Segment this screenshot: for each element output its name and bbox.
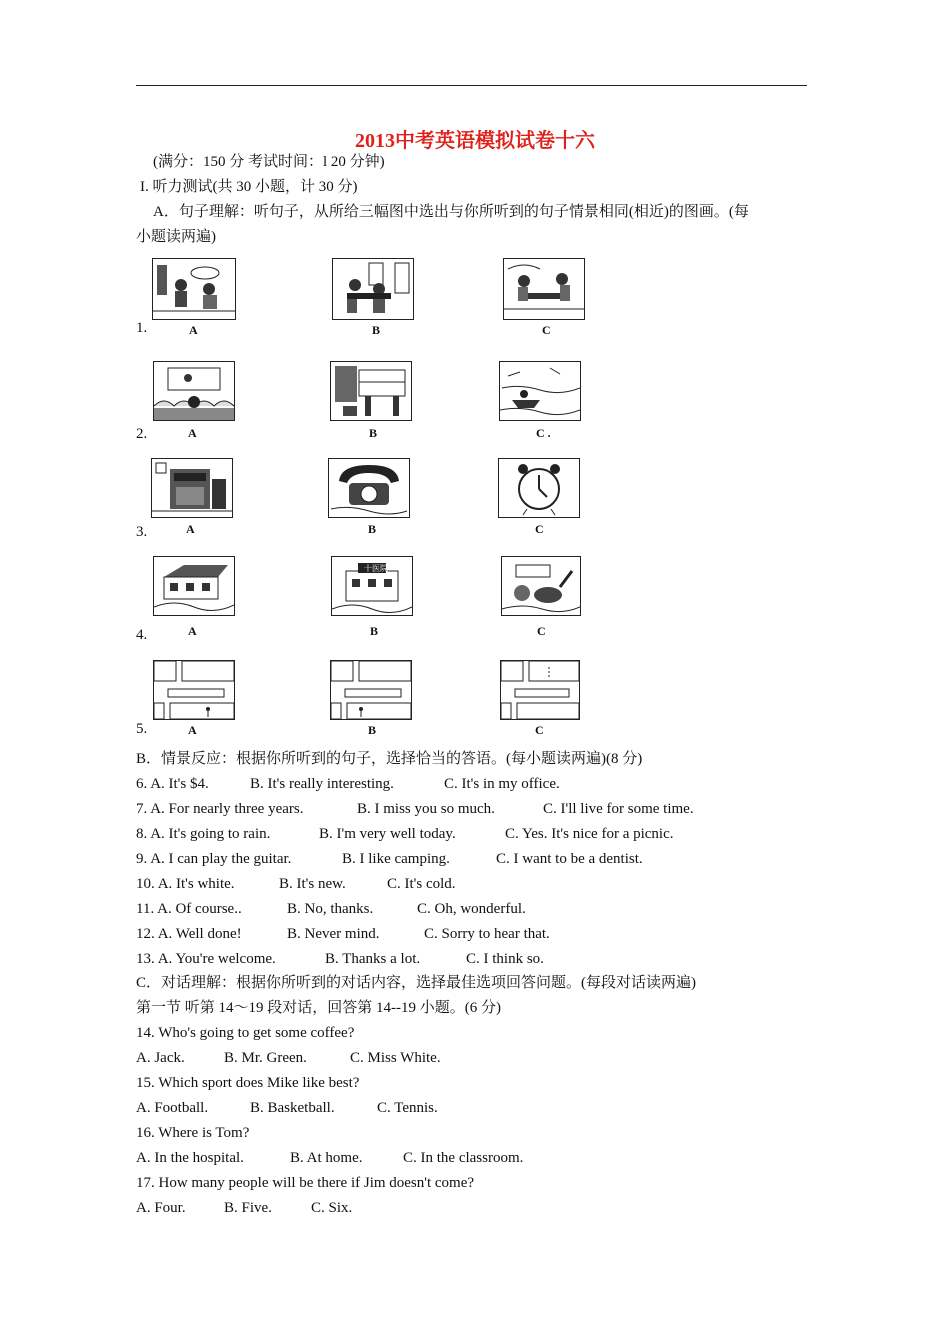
question-9-option-b: B. I like camping. xyxy=(342,851,450,867)
option-label: B xyxy=(369,426,378,440)
option-label: A xyxy=(188,426,197,440)
question-10-option-a: 10. A. It's white. xyxy=(136,876,235,892)
question-8-option-b: B. I'm very well today. xyxy=(319,826,456,842)
question-15-option-a: A. Football. xyxy=(136,1100,209,1116)
question-17: 17. How many people will be there if Jim doesn't come? xyxy=(136,1175,475,1191)
option-label: C . xyxy=(536,426,551,440)
question-16-option-a: A. In the hospital. xyxy=(136,1150,244,1166)
option-label: C xyxy=(535,522,544,536)
question-number: 3. xyxy=(136,524,148,540)
question-6-option-a: 6. A. It's $4. xyxy=(136,776,209,792)
people-at-desk-picture xyxy=(332,258,414,320)
boat-on-river-picture xyxy=(499,361,581,421)
question-number: 5. xyxy=(136,721,148,737)
question-10-option-c: C. It's cold. xyxy=(387,876,456,892)
part-c-heading: C．对话理解：根据你所听到的对话内容，选择最佳选项回答问题。(每段对话读两遍) xyxy=(136,975,696,991)
question-number: 4. xyxy=(136,627,148,643)
page-title: 2013中考英语模拟试卷十六 xyxy=(355,130,595,152)
hospital-picture xyxy=(331,556,413,616)
question-14-option-a: A. Jack. xyxy=(136,1050,185,1066)
question-12-option-a: 12. A. Well done! xyxy=(136,926,242,942)
option-label: C xyxy=(535,723,544,737)
option-label: C xyxy=(542,323,551,337)
part-b-heading: B．情景反应：根据你所听到的句子，选择恰当的答语。(每小题读两遍)(8 分) xyxy=(136,751,643,767)
part-a-instruction: A．句子理解：听句子，从所给三幅图中选出与你所听到的句子情景相同(相近)的图画。(每 xyxy=(153,204,749,220)
cinema-picture xyxy=(153,361,235,421)
telephone-picture xyxy=(328,458,410,518)
question-8-option-c: C. Yes. It's nice for a picnic. xyxy=(505,826,674,842)
option-label: B xyxy=(370,624,379,638)
question-number: 2. xyxy=(136,426,148,442)
zoo-picture xyxy=(501,556,581,616)
question-7-option-c: C. I'll live for some time. xyxy=(543,801,694,817)
question-16-option-c: C. In the classroom. xyxy=(403,1150,524,1166)
part-c-subheading: 第一节 听第 14～19 段对话，回答第 14--19 小题。(6 分) xyxy=(136,1000,501,1016)
option-label: A xyxy=(186,522,195,536)
question-15-option-c: C. Tennis. xyxy=(377,1100,438,1116)
question-14-option-c: C. Miss White. xyxy=(350,1050,441,1066)
question-8-option-a: 8. A. It's going to rain. xyxy=(136,826,271,842)
question-6-option-b: B. It's really interesting. xyxy=(250,776,394,792)
stove-picture xyxy=(151,458,233,518)
people-reading-picture xyxy=(152,258,236,320)
question-13-option-a: 13. A. You're welcome. xyxy=(136,951,276,967)
question-16-option-b: B. At home. xyxy=(290,1150,363,1166)
option-label: A xyxy=(188,723,197,737)
option-label: B xyxy=(372,323,381,337)
street-map-picture xyxy=(500,660,580,720)
question-12-option-c: C. Sorry to hear that. xyxy=(424,926,550,942)
option-label: C xyxy=(537,624,546,638)
question-10-option-b: B. It's new. xyxy=(279,876,346,892)
question-15-option-b: B. Basketball. xyxy=(250,1100,335,1116)
exam-info: (满分：150 分 考试时间：l 20 分钟) xyxy=(153,154,385,170)
question-16: 16. Where is Tom? xyxy=(136,1125,250,1141)
alarm-clock-picture xyxy=(498,458,580,518)
piano-room-picture xyxy=(330,361,412,421)
question-14: 14. Who's going to get some coffee? xyxy=(136,1025,355,1041)
question-7-option-a: 7. A. For nearly three years. xyxy=(136,801,304,817)
question-9-option-a: 9. A. I can play the guitar. xyxy=(136,851,292,867)
street-map-picture xyxy=(330,660,412,720)
children-at-table-picture xyxy=(503,258,585,320)
svg-text:十医院: 十医院 xyxy=(364,564,388,573)
question-6-option-c: C. It's in my office. xyxy=(444,776,560,792)
question-9-option-c: C. I want to be a dentist. xyxy=(496,851,643,867)
street-map-picture xyxy=(153,660,235,720)
question-12-option-b: B. Never mind. xyxy=(287,926,380,942)
question-17-option-b: B. Five. xyxy=(224,1200,272,1216)
question-14-option-b: B. Mr. Green. xyxy=(224,1050,307,1066)
question-number: 1. xyxy=(136,320,148,336)
question-11-option-b: B. No, thanks. xyxy=(287,901,374,917)
option-label: B xyxy=(368,522,377,536)
question-7-option-b: B. I miss you so much. xyxy=(357,801,495,817)
question-15: 15. Which sport does Mike like best? xyxy=(136,1075,360,1091)
question-11-option-a: 11. A. Of course.. xyxy=(136,901,242,917)
header-rule xyxy=(136,85,807,86)
question-13-option-c: C. I think so. xyxy=(466,951,544,967)
building-picture xyxy=(153,556,235,616)
question-11-option-c: C. Oh, wonderful. xyxy=(417,901,526,917)
option-label: B xyxy=(368,723,377,737)
section-listening: I. 听力测试(共 30 小题，计 30 分) xyxy=(140,179,358,195)
part-a-instruction-cont: 小题读两遍) xyxy=(136,229,216,245)
option-label: A xyxy=(189,323,198,337)
question-17-option-c: C. Six. xyxy=(311,1200,353,1216)
question-13-option-b: B. Thanks a lot. xyxy=(325,951,421,967)
option-label: A xyxy=(188,624,197,638)
question-17-option-a: A. Four. xyxy=(136,1200,186,1216)
